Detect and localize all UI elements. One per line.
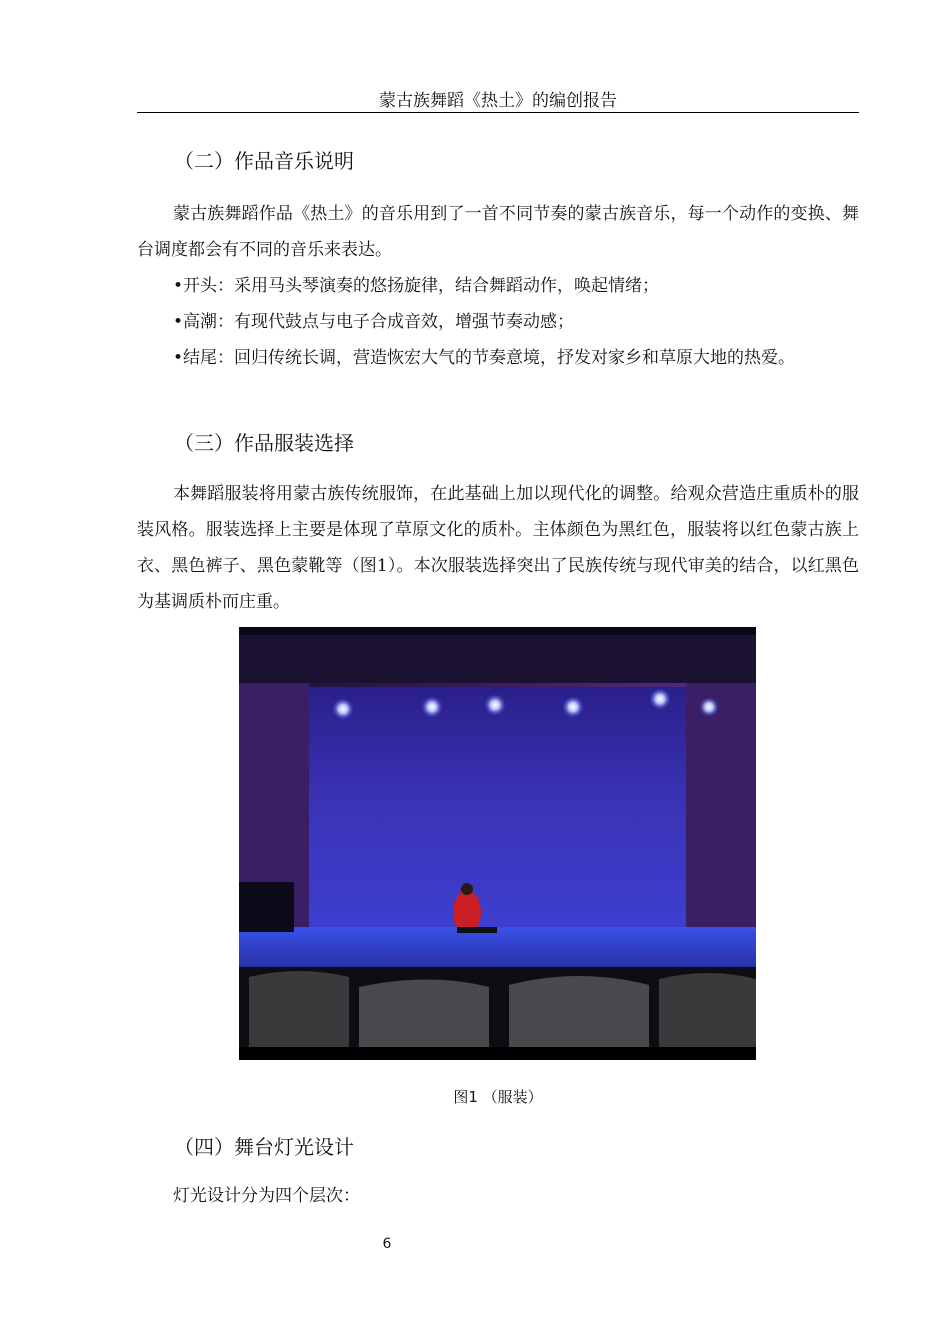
page-number: 6 xyxy=(382,1236,392,1252)
stage-photo xyxy=(239,627,756,1060)
header-divider xyxy=(137,112,859,113)
figure-caption: 图1 （服装） xyxy=(453,1088,543,1106)
bullet-opening: •开头：采用马头琴演奏的悠扬旋律，结合舞蹈动作，唤起情绪； xyxy=(173,276,660,296)
paragraph-music-intro: 蒙古族舞蹈作品《热土》的音乐用到了一首不同节奏的蒙古族音乐，每一个动作的变换、舞台调度都会有不同的音乐来表达。 xyxy=(137,204,859,260)
bullet-climax: •高潮：有现代鼓点与电子合成音效，增强节奏动感； xyxy=(173,312,575,332)
paragraph-costume: 本舞蹈服装将用蒙古族传统服饰，在此基础上加以现代化的调整。给观众营造庄重质朴的服装风格。服装选择上主要是体现了草原文化的质朴。主体颜色为黑红色，服装将以红色蒙古族上衣、黑色裤子、黑色蒙靴等（图1）。本次服装选择突出了民族传统与现代审美的结合，以红黑色为基调质朴而庄重。 xyxy=(137,484,859,612)
section-heading-costume: （三）作品服装选择 xyxy=(174,431,354,455)
section-heading-music: （二）作品音乐说明 xyxy=(174,149,354,173)
bullet-ending: •结尾：回归传统长调，营造恢宏大气的节奏意境，抒发对家乡和草原大地的热爱。 xyxy=(173,348,796,368)
paragraph-lighting: 灯光设计分为四个层次： xyxy=(173,1186,360,1206)
running-header: 蒙古族舞蹈《热土》的编创报告 xyxy=(379,91,617,111)
section-heading-lighting: （四）舞台灯光设计 xyxy=(174,1135,354,1159)
